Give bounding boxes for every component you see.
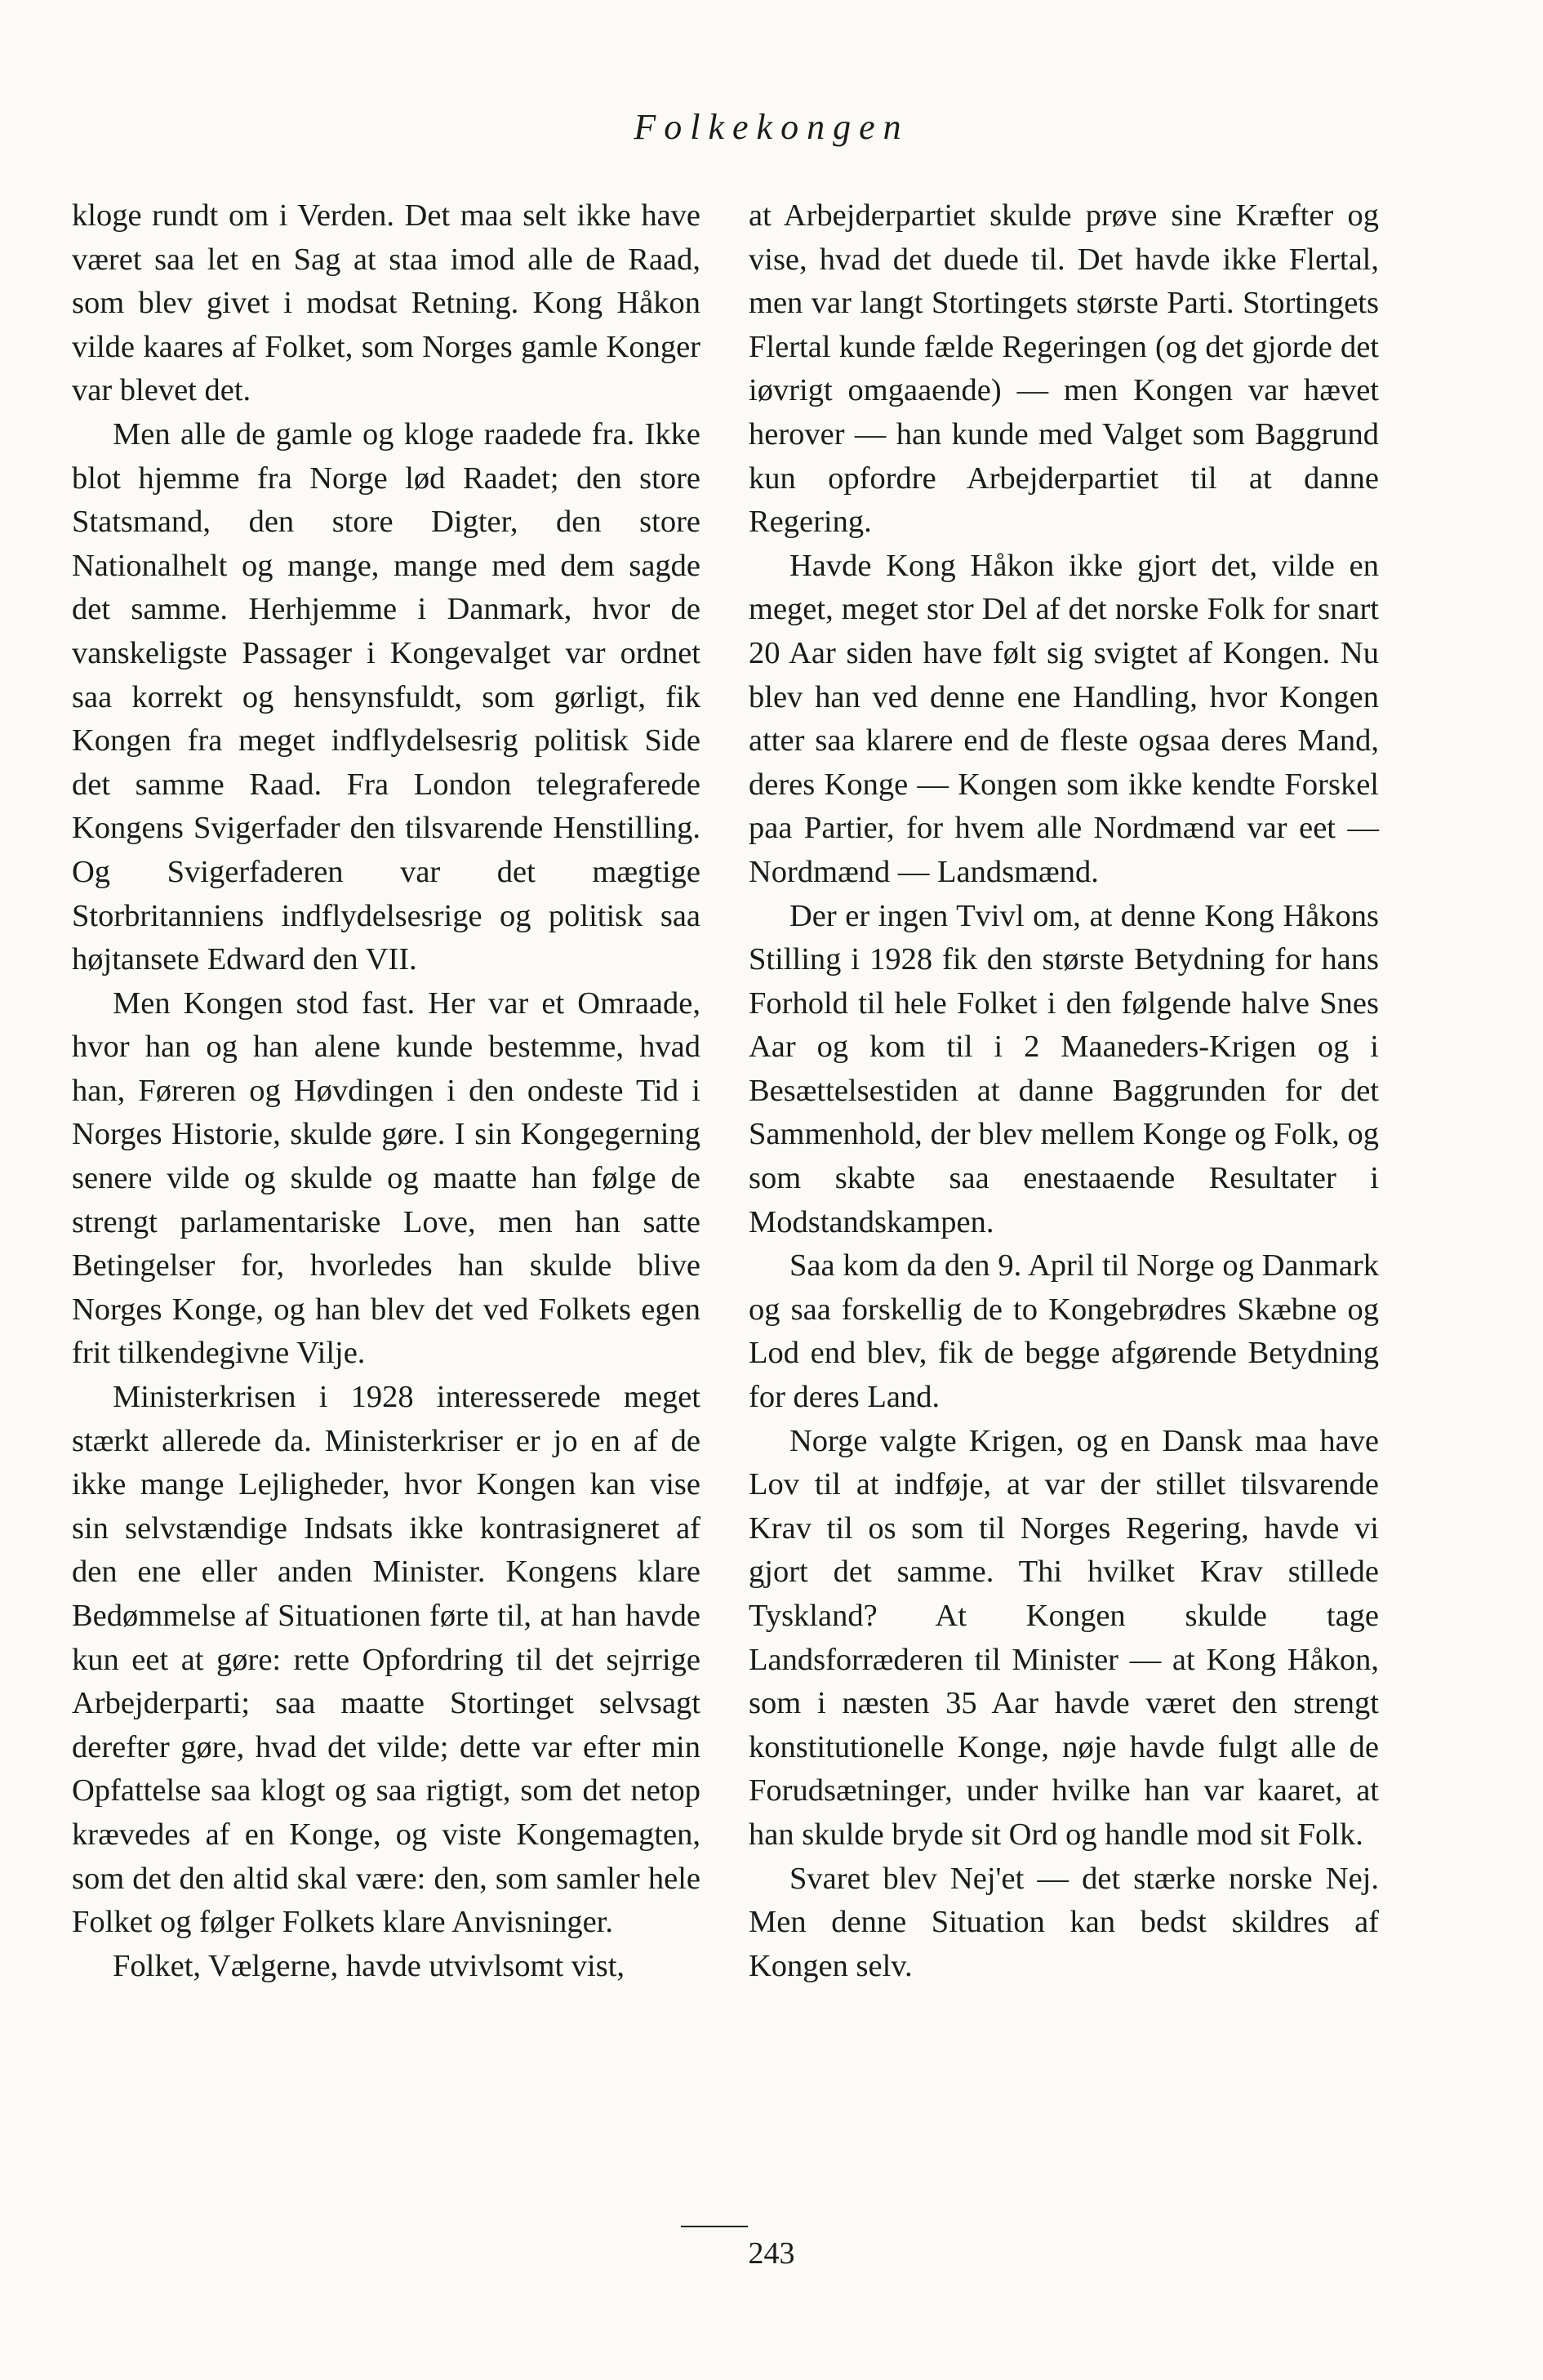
paragraph: Norge valgte Krigen, og en Dansk maa have Lov til at indføje, at var der stillet tilsvarende Krav til os som til Norges Regering, havde vi gjort det samme. Thi hvilket Krav stillede Tyskland? At Kongen skulde tage Landsforræderen til Minister — at Kong Håkon, som i næsten 35 Aar havde været den strengt konstitutionelle Konge, nøje havde fulgt alle de Forudsætninger, under hvilke han var kaaret, at han skulde bryde sit Ord og handle mod sit Folk. bbox=[749, 1423, 1379, 1852]
paragraph: Der er ingen Tvivl om, at denne Kong Håkons Stilling i 1928 fik den største Betydning for hans Forhold til hele Folket i den følgende halve Snes Aar og kom til i 2 Maaneders-Krigen og i Besættelsestiden at danne Baggrunden for det Sammenhold, der blev mellem Konge og Folk, og som skabte saa enestaaende Resultater i Modstandskampen. bbox=[749, 898, 1379, 1239]
paragraph: kloge rundt om i Verden. Det maa selt ikke have været saa let en Sag at staa imod alle de Raad, som blev givet i modsat Retning. Kong Håkon vilde kaares af Folket, som Norges gamle Konger var blevet det. bbox=[72, 198, 700, 408]
paragraph: Men alle de gamle og kloge raadede fra. Ikke blot hjemme fra Norge lød Raadet; den store Statsmand, den store Digter, den store Nationalhelt og mange, mange med dem sagde det samme. Herhjemme i Danmark, hvor de vanskeligste Passager i Kongevalget var ordnet saa korrekt og hensynsfuldt, som gørligt, fik Kongen fra meget indflydelsesrig politisk Side det samme Raad. Fra London telegraferede Kongens Svigerfader den tilsvarende Henstilling. Og Svigerfaderen var det mægtige Storbritanniens indflydelsesrige og politisk saa højtansete Edward den VII. bbox=[72, 416, 700, 977]
paragraph: Saa kom da den 9. April til Norge og Danmark og saa forskellig de to Kongebrødres Skæbne og Lod end blev, fik de begge afgørende Betydning for deres Land. bbox=[749, 1248, 1379, 1415]
page-number: 243 bbox=[748, 2236, 795, 2271]
paragraph: Folket, Vælgerne, havde utvivlsomt vist, bbox=[113, 1948, 625, 1983]
paragraph: Havde Kong Håkon ikke gjort det, vilde en meget, meget stor Del af det norske Folk for snart 20 Aar siden have følt sig svigtet af Kongen. Nu blev han ved denne ene Handling, hvor Kongen atter saa klarere end de fleste ogsaa deres Mand, deres Konge — Kongen som ikke kendte Forskel paa Partier, for hvem alle Nordmænd var eet — Nordmænd — Landsmænd. bbox=[749, 548, 1379, 889]
paragraph: at Arbejderpartiet skulde prøve sine Kræfter og vise, hvad det duede til. Det havde ikke Flertal, men var langt Stortingets største Parti. Stortingets Flertal kunde fælde Regeringen (og det gjorde det iøvrigt omgaaende) — men Kongen var hævet herover — han kunde med Valget som Baggrund kun opfordre Arbejderpartiet til at danne Regering. bbox=[749, 198, 1379, 540]
running-head: Folkekongen bbox=[634, 107, 909, 147]
paragraph: Svaret blev Nej'et — det stærke norske Nej. Men denne Situation kan bedst skildres af Kongen selv. bbox=[749, 1861, 1379, 1983]
footer-rule bbox=[681, 2226, 748, 2227]
paragraph: Ministerkrisen i 1928 interesserede meget stærkt allerede da. Ministerkriser er jo en af de ikke mange Lejligheder, hvor Kongen kan vise sin selvstændige Indsats ikke kontrasigneret af den ene eller anden Minister. Kongens klare Bedømmelse af Situationen førte til, at han havde kun eet at gøre: rette Opfordring til det sejrrige Arbejderparti; saa maatte Stortinget selvsagt derefter gøre, hvad det vilde; dette var efter min Opfattelse saa klogt og saa rigtigt, som det netop krævedes af en Konge, og viste Kongemagten, som det den altid skal være: den, som samler hele Folket og følger Folkets klare Anvisninger. bbox=[72, 1380, 700, 1940]
right-column bbox=[749, 194, 1379, 1988]
left-column bbox=[72, 194, 700, 1988]
paragraph: Men Kongen stod fast. Her var et Omraade, hvor han og han alene kunde bestemme, hvad han, Føreren og Høvdingen i den ondeste Tid i Norges Historie, skulde gøre. I sin Kongegerning senere vilde og skulde og maatte han følge de strengt parlamentariske Love, men han satte Betingelser for, hvorledes han skulde blive Norges Konge, og han blev det ved Folkets egen frit tilkendegivne Vilje. bbox=[72, 985, 700, 1371]
